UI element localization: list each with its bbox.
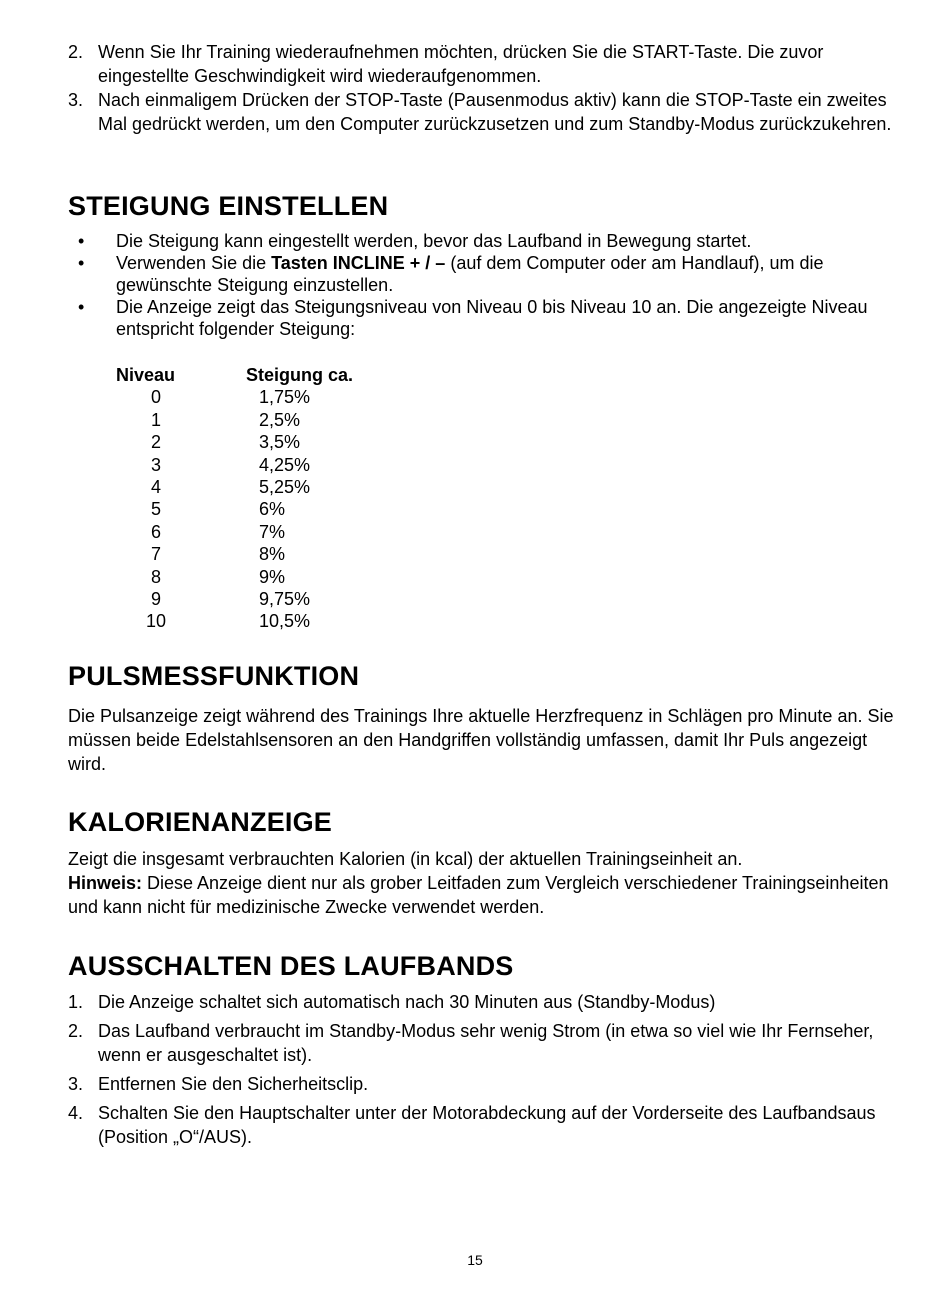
list-number: 2. [68, 1021, 84, 1041]
incline-cell: 4,25% [259, 454, 311, 475]
intro-list [68, 40, 898, 141]
level-cell: 1 [150, 409, 161, 430]
level-cell: 6 [150, 521, 161, 542]
steigung-bullets [68, 230, 898, 340]
section-heading-steigung: STEIGUNG EINSTELLEN [68, 191, 389, 221]
section-heading-ausschalten: AUSSCHALTEN DES LAUFBANDS [68, 951, 514, 981]
table-row [116, 521, 436, 543]
incline-cell: 3,5% [259, 432, 301, 453]
list-text: Entfernen Sie den Sicherheitsclip. [98, 1074, 369, 1094]
level-cell: 4 [150, 476, 161, 497]
incline-cell: 8% [259, 544, 286, 565]
list-number: 4. [68, 1103, 84, 1123]
table-row [116, 386, 436, 408]
incline-cell: 9,75% [259, 588, 311, 609]
level-cell: 0 [150, 387, 161, 408]
table-row [116, 498, 436, 520]
table-row [116, 610, 436, 632]
list-item [68, 1072, 898, 1096]
list-number: 3. [68, 90, 84, 110]
list-text: Nach einmaligem Drücken der STOP-Taste (Pausenmodus aktiv) kann die STOP-Taste ein zweites Mal gedrückt werden, um den Computer zurückzusetzen und zum Standby-Modus zurückzukehren. [98, 90, 892, 134]
table-row [116, 543, 436, 565]
level-cell: 9 [150, 588, 161, 609]
column-header-incline: Steigung ca. [246, 365, 354, 385]
list-text: Das Laufband verbraucht im Standby-Modus sehr wenig Strom (in etwa so viel wie Ihr Fernseher, wenn er ausgeschaltet ist). [98, 1021, 874, 1065]
incline-cell: 2,5% [259, 409, 301, 430]
page-number: 15 [467, 1252, 483, 1268]
kalorien-paragraph [68, 847, 898, 919]
bullet-text-bold: Tasten INCLINE + / – [271, 253, 446, 273]
column-header-level: Niveau [116, 365, 176, 385]
list-item [68, 1101, 898, 1149]
incline-cell: 10,5% [259, 611, 311, 632]
list-item [68, 1019, 898, 1067]
bullet-text-post: (auf dem Computer oder am Handlauf), um die gewünschte Steigung einzustellen. [116, 253, 824, 295]
note-text: Diese Anzeige dient nur als grober Leitfaden zum Vergleich verschiedener Trainingseinheiten und kann nicht für medizinische Zwecke verwendet werden. [68, 873, 889, 917]
list-number: 2. [68, 42, 84, 62]
incline-cell: 1,75% [259, 387, 311, 408]
bullet-item [68, 252, 898, 296]
level-cell: 2 [150, 432, 161, 453]
kalorien-note [68, 871, 898, 919]
bullet-text: Die Anzeige zeigt das Steigungsniveau von Niveau 0 bis Niveau 10 an. Die angezeigte Niveau entspricht folgender Steigung: [116, 297, 868, 339]
incline-cell: 9% [259, 566, 286, 587]
section-heading-kalorien: KALORIENANZEIGE [68, 807, 333, 837]
bullet-dot: • [78, 231, 85, 251]
incline-table [116, 364, 436, 633]
level-cell: 7 [150, 544, 161, 565]
list-item [68, 990, 898, 1014]
level-cell: 3 [150, 454, 161, 475]
bullet-item [68, 296, 898, 340]
list-item [68, 40, 898, 88]
table-row [116, 476, 436, 498]
bullet-dot: • [78, 253, 85, 273]
level-cell: 8 [150, 566, 161, 587]
puls-paragraph: Die Pulsanzeige zeigt während des Trainings Ihre aktuelle Herzfrequenz in Schlägen pro Minute an. Sie müssen beide Edelstahlsensoren an den Handgriffen vollständig umfassen, damit Ihr Puls angezeigt wird. [68, 706, 894, 774]
incline-cell: 5,25% [259, 476, 311, 497]
table-row [116, 431, 436, 453]
list-text: Wenn Sie Ihr Training wiederaufnehmen möchten, drücken Sie die START-Taste. Die zuvor eingestellte Geschwindigkeit wird wiederaufgenommen. [98, 42, 824, 86]
list-text: Die Anzeige schaltet sich automatisch nach 30 Minuten aus (Standby-Modus) [98, 992, 716, 1012]
bullet-item [68, 230, 898, 252]
ausschalten-list [68, 990, 898, 1154]
bullet-text: Die Steigung kann eingestellt werden, bevor das Laufband in Bewegung startet. [116, 231, 752, 251]
bullet-text-pre: Verwenden Sie die [116, 253, 272, 273]
section-heading-puls: PULSMESSFUNKTION [68, 661, 360, 691]
incline-cell: 6% [259, 499, 286, 520]
level-cell: 10 [145, 611, 167, 632]
table-row [116, 454, 436, 476]
incline-cell: 7% [259, 521, 286, 542]
level-cell: 5 [150, 499, 161, 520]
table-row [116, 566, 436, 588]
table-row [116, 409, 436, 431]
note-label: Hinweis: [68, 873, 143, 893]
kalorien-text: Zeigt die insgesamt verbrauchten Kalorien (in kcal) der aktuellen Trainingseinheit an. [68, 849, 743, 869]
list-text: Schalten Sie den Hauptschalter unter der Motorabdeckung auf der Vorderseite des Laufbandsaus (Position „O“/AUS). [98, 1103, 876, 1147]
bullet-dot: • [78, 297, 85, 317]
table-row [116, 588, 436, 610]
list-number: 3. [68, 1074, 84, 1094]
list-item [68, 88, 898, 136]
list-number: 1. [68, 992, 84, 1012]
table-header-row [116, 364, 436, 386]
